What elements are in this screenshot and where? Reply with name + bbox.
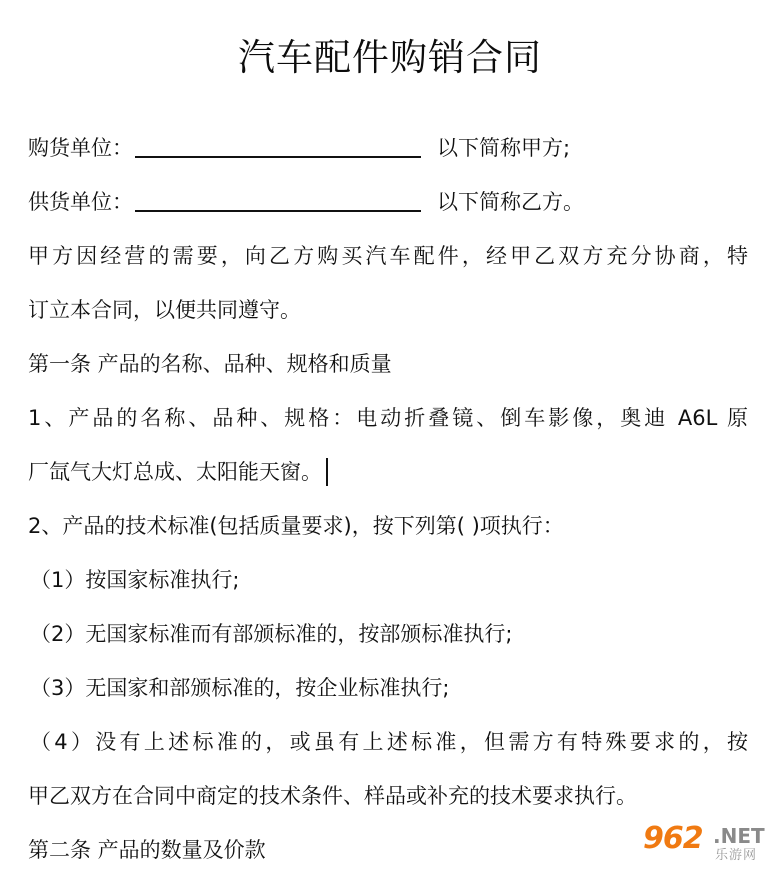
item1-line-2 — [28, 457, 328, 487]
seller-line — [28, 187, 584, 217]
buyer-label: 购货单位： — [28, 136, 133, 160]
text-cursor — [326, 458, 328, 486]
item1-line-1: 1、产品的名称、品种、规格：电动折叠镜、倒车影像，奥迪 A6L 原 — [28, 406, 748, 430]
item2-line: 2、产品的技术标准(包括质量要求)，按下列第( )项执行： — [28, 514, 564, 538]
watermark-subtitle: 乐游网 — [715, 848, 758, 863]
option-2: （2）无国家标准而有部颁标准的，按部颁标准执行; — [30, 622, 513, 646]
article1-heading: 第一条 产品的名称、品种、规格和质量 — [28, 352, 392, 376]
option-3: （3）无国家和部颁标准的，按企业标准执行; — [30, 676, 450, 700]
watermark-net: .NET — [713, 824, 765, 848]
intro-line-1: 甲方因经营的需要，向乙方购买汽车配件，经甲乙双方充分协商，特 — [28, 244, 748, 268]
buyer-line — [28, 133, 570, 163]
seller-blank-field[interactable] — [135, 192, 421, 212]
article2-heading: 第二条 产品的数量及价款 — [28, 838, 266, 862]
document-title: 汽车配件购销合同 — [238, 36, 542, 79]
site-watermark-logo — [643, 822, 775, 866]
item1-line-2-text: 厂氙气大灯总成、太阳能天窗。 — [28, 460, 322, 484]
seller-suffix: 以下简称乙方。 — [437, 190, 584, 214]
seller-label: 供货单位： — [28, 190, 133, 214]
buyer-suffix: 以下简称甲方; — [437, 136, 571, 160]
intro-line-2: 订立本合同，以便共同遵守。 — [28, 298, 301, 322]
watermark-digits: 962 — [643, 821, 703, 856]
buyer-blank-field[interactable] — [135, 138, 421, 158]
option-4-line-1: （4）没有上述标准的，或虽有上述标准，但需方有特殊要求的，按 — [30, 730, 748, 754]
option-4-line-2: 甲乙双方在合同中商定的技术条件、样品或补充的技术要求执行。 — [28, 784, 637, 808]
option-1: （1）按国家标准执行; — [30, 568, 240, 592]
